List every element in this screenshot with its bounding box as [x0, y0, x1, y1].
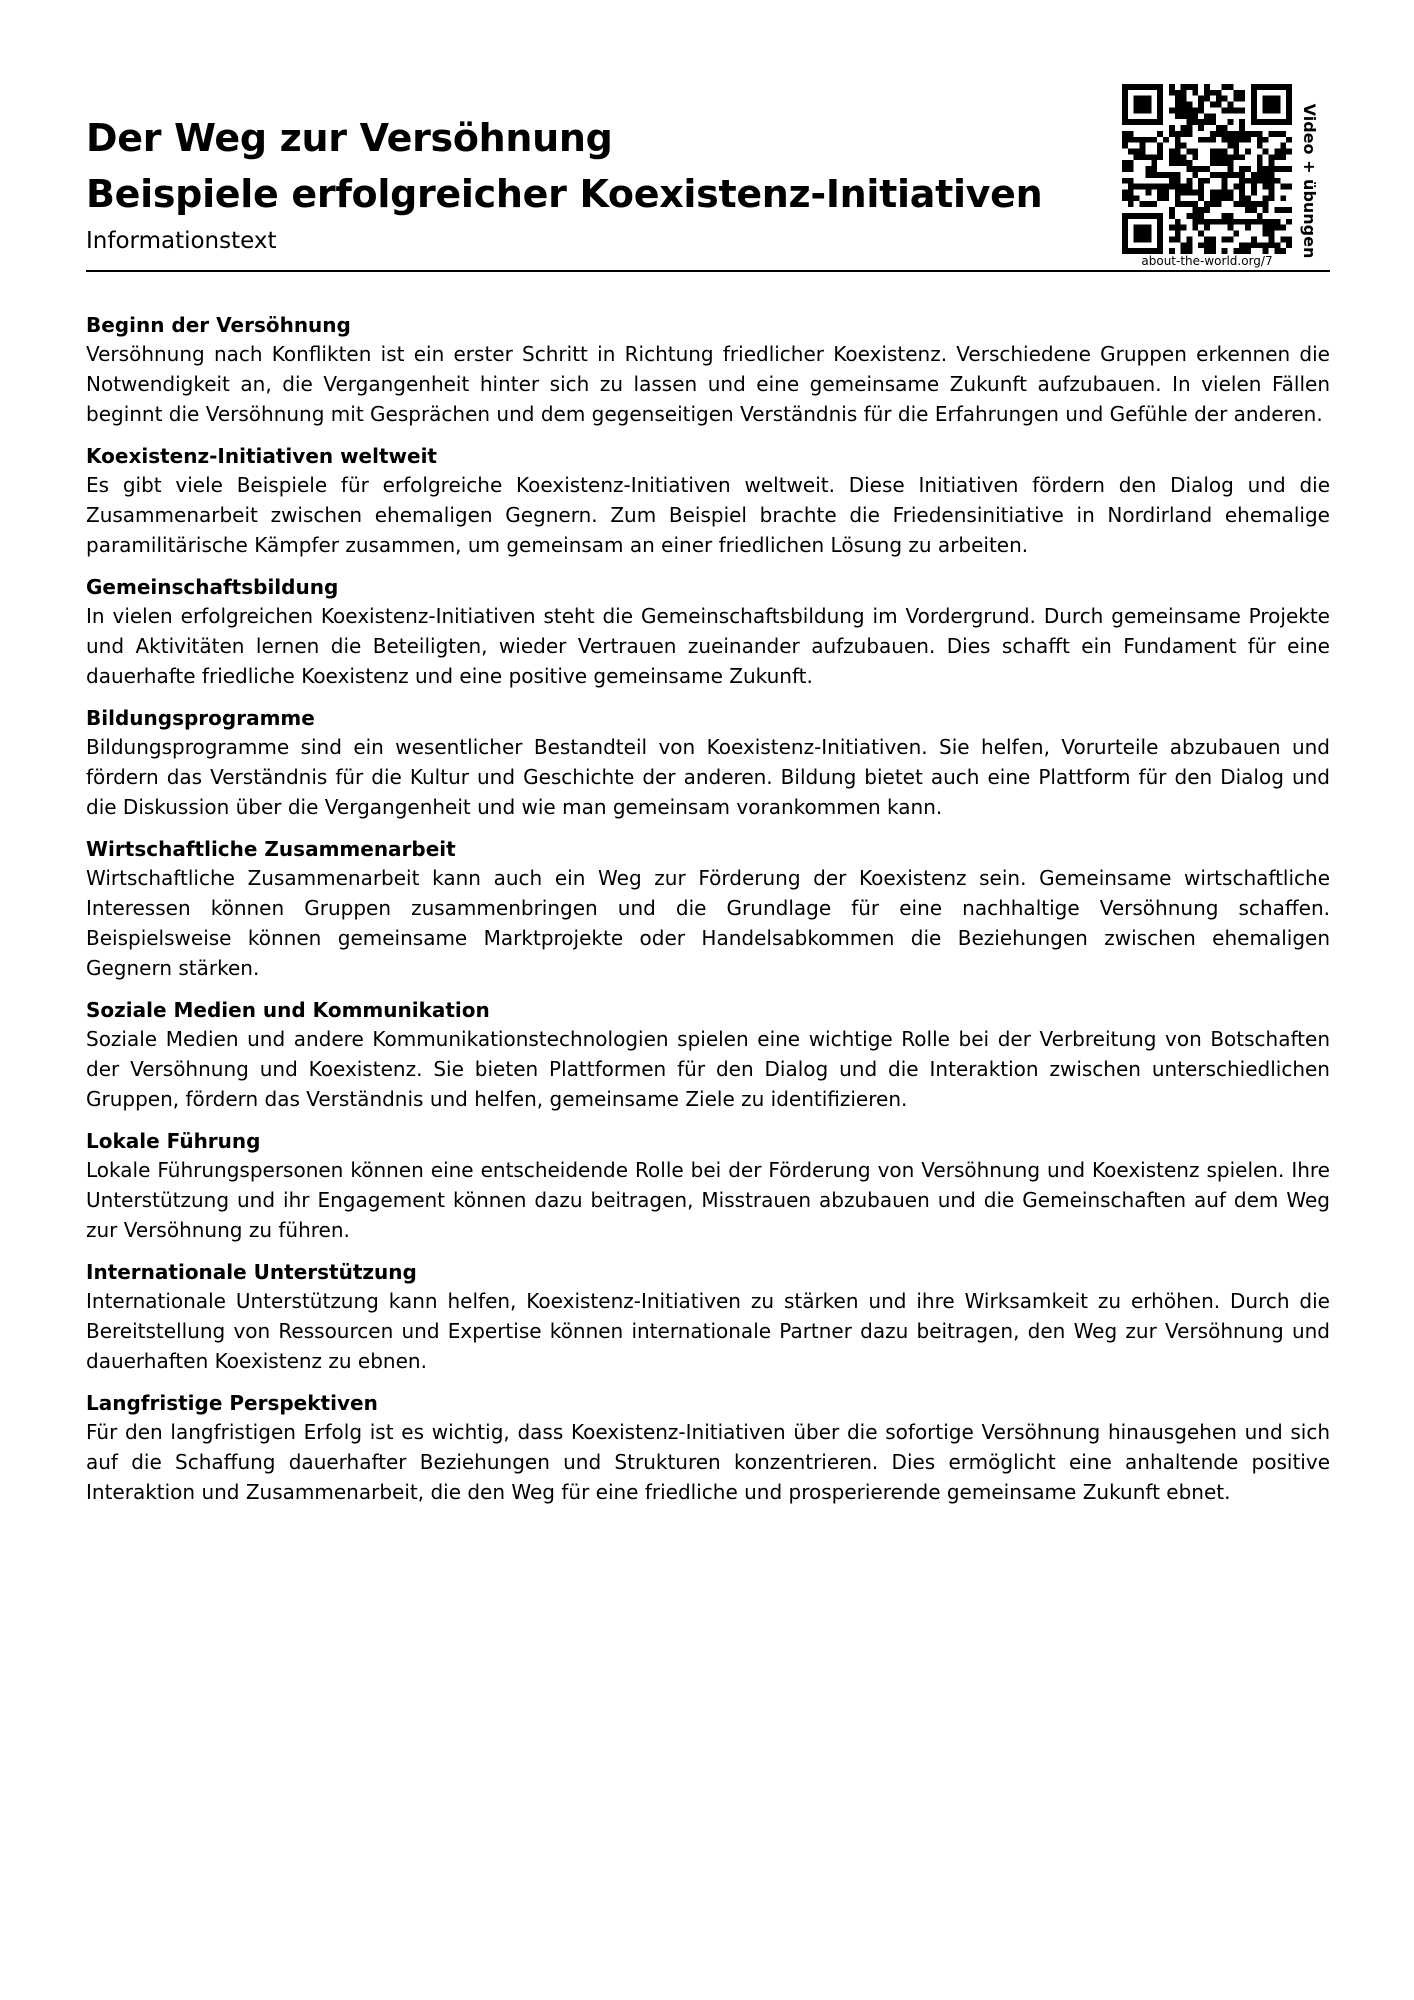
section-text: Wirtschaftliche Zusammenarbeit kann auch ein Weg zur Förderung der Koexistenz sein. Gemeinsame wirtschaftliche Interessen können Gruppen zusammenbringen und die Grundlage für eine nachhaltige Versöhnung schaffen. Beispielsweise können gemeinsame Marktprojekte oder Handelsabkommen die Beziehungen zwischen ehemaligen Gegnern stärken.	[86, 866, 1330, 980]
section-heading: Wirtschaftliche Zusammenarbeit	[86, 837, 456, 861]
section-text: Lokale Führungspersonen können eine entscheidende Rolle bei der Förderung von Versöhnung und Koexistenz spielen. Ihre Unterstützung und ihr Engagement können dazu beitragen, Misstrauen abzubauen und die Gemeinschaften auf dem Weg zur Versöhnung zu führen.	[86, 1158, 1330, 1242]
section	[86, 1390, 1330, 1507]
section-heading: Internationale Unterstützung	[86, 1260, 417, 1284]
section-heading: Langfristige Perspektiven	[86, 1391, 378, 1415]
title-line-2: Beispiele erfolgreicher Koexistenz-Initiativen	[86, 172, 1043, 216]
section-text: Für den langfristigen Erfolg ist es wichtig, dass Koexistenz-Initiativen über die sofortige Versöhnung hinausgehen und sich auf die Schaffung dauerhafter Beziehungen und Strukturen konzentrieren. Dies ermöglicht eine anhaltende positive Interaktion und Zusammenarbeit, die den Weg für eine friedliche und prosperierende gemeinsame Zukunft ebnet.	[86, 1420, 1330, 1504]
page-subtitle: Informationstext	[86, 228, 277, 254]
section-text: Es gibt viele Beispiele für erfolgreiche Koexistenz-Initiativen weltweit. Diese Initiativen fördern den Dialog und die Zusammenarbeit zwischen ehemaligen Gegnern. Zum Beispiel brachte die Friedensinitiative in Nordirland ehemalige paramilitärische Kämpfer zusammen, um gemeinsam an einer friedlichen Lösung zu arbeiten.	[86, 473, 1330, 557]
section-heading: Soziale Medien und Kommunikation	[86, 998, 490, 1022]
section	[86, 997, 1330, 1114]
section	[86, 574, 1330, 691]
section-text: Internationale Unterstützung kann helfen, Koexistenz-Initiativen zu stärken und ihre Wirksamkeit zu erhöhen. Durch die Bereitstellung von Ressourcen und Expertise können internationale Partner dazu beitragen, den Weg zur Versöhnung und dauerhaften Koexistenz zu ebnen.	[86, 1289, 1330, 1373]
qr-side-label: Video + übungen	[1300, 103, 1319, 259]
section-heading: Bildungsprogramme	[86, 706, 315, 730]
section-text: Versöhnung nach Konflikten ist ein erster Schritt in Richtung friedlicher Koexistenz. Verschiedene Gruppen erkennen die Notwendigkeit an, die Vergangenheit hinter sich zu lassen und eine gemeinsame Zukunft aufzubauen. In vielen Fällen beginnt die Versöhnung mit Gesprächen und dem gegenseitigen Verständnis für die Erfahrungen und Gefühle der anderen.	[86, 342, 1330, 426]
section	[86, 1259, 1330, 1376]
section-heading: Gemeinschaftsbildung	[86, 575, 339, 599]
section	[86, 836, 1330, 983]
page-title	[86, 110, 1086, 222]
worksheet-page	[86, 0, 1330, 2000]
header-divider	[86, 270, 1330, 272]
content	[86, 312, 1330, 1521]
section-heading: Beginn der Versöhnung	[86, 313, 351, 337]
section	[86, 443, 1330, 560]
section	[86, 312, 1330, 429]
qr-code-icon[interactable]	[1122, 84, 1292, 254]
section-text: Bildungsprogramme sind ein wesentlicher Bestandteil von Koexistenz-Initiativen. Sie helfen, Vorurteile abzubauen und fördern das Verständnis für die Kultur und Geschichte der anderen. Bildung bietet auch eine Plattform für den Dialog und die Diskussion über die Vergangenheit und wie man gemeinsam vorankommen kann.	[86, 735, 1330, 819]
header	[86, 110, 1086, 256]
qr-url[interactable]: about-the-world.org/7	[1141, 254, 1273, 268]
section-heading: Lokale Führung	[86, 1129, 261, 1153]
section	[86, 1128, 1330, 1245]
section-heading: Koexistenz-Initiativen weltweit	[86, 444, 437, 468]
qr-block[interactable]	[1122, 84, 1330, 270]
title-line-1: Der Weg zur Versöhnung	[86, 116, 613, 160]
section-text: Soziale Medien und andere Kommunikationstechnologien spielen eine wichtige Rolle bei der Verbreitung von Botschaften der Versöhnung und Koexistenz. Sie bieten Plattformen für den Dialog und die Interaktion zwischen unterschiedlichen Gruppen, fördern das Verständnis und helfen, gemeinsame Ziele zu identifizieren.	[86, 1027, 1330, 1111]
section	[86, 705, 1330, 822]
section-text: In vielen erfolgreichen Koexistenz-Initiativen steht die Gemeinschaftsbildung im Vordergrund. Durch gemeinsame Projekte und Aktivitäten lernen die Beteiligten, wieder Vertrauen zueinander aufzubauen. Dies schafft ein Fundament für eine dauerhafte friedliche Koexistenz und eine positive gemeinsame Zukunft.	[86, 604, 1330, 688]
